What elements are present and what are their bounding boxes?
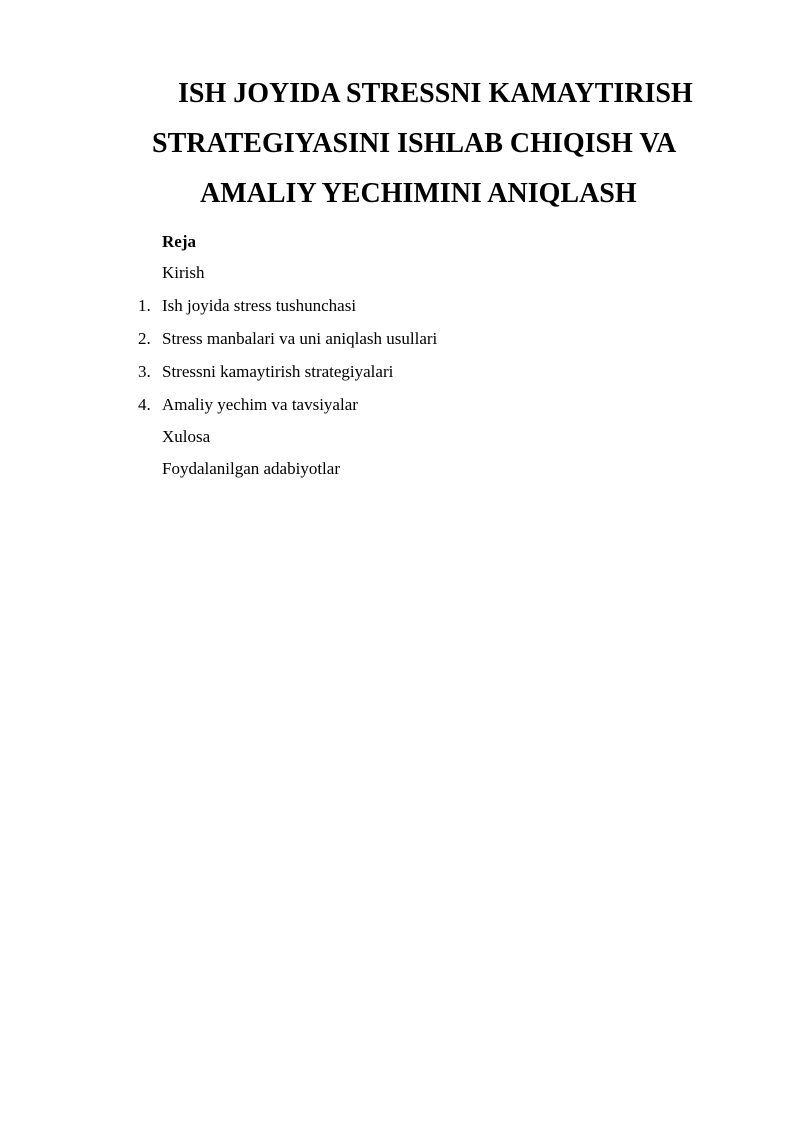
list-item-text: Stress manbalari va uni aniqlash usullari bbox=[162, 329, 438, 348]
list-item-number: 1. bbox=[138, 296, 151, 315]
plan-heading: Reja bbox=[162, 232, 196, 251]
list-item-text: Ish joyida stress tushunchasi bbox=[162, 296, 357, 315]
list-item-number: 3. bbox=[138, 362, 151, 381]
title-line-1: ISH JOYIDA STRESSNI KAMAYTIRISH bbox=[178, 78, 693, 109]
conclusion-text: Xulosa bbox=[162, 427, 211, 446]
title-line-3: AMALIY YECHIMINI ANIQLASH bbox=[200, 178, 637, 209]
list-item-number: 4. bbox=[138, 395, 151, 414]
title-line-2: STRATEGIYASINI ISHLAB CHIQISH VA bbox=[152, 128, 677, 159]
list-item-number: 2. bbox=[138, 329, 151, 348]
list-item-text: Stressni kamaytirish strategiyalari bbox=[162, 362, 394, 381]
references-text: Foydalanilgan adabiyotlar bbox=[162, 459, 340, 478]
intro-text: Kirish bbox=[162, 263, 205, 282]
list-item-text: Amaliy yechim va tavsiyalar bbox=[162, 395, 358, 414]
